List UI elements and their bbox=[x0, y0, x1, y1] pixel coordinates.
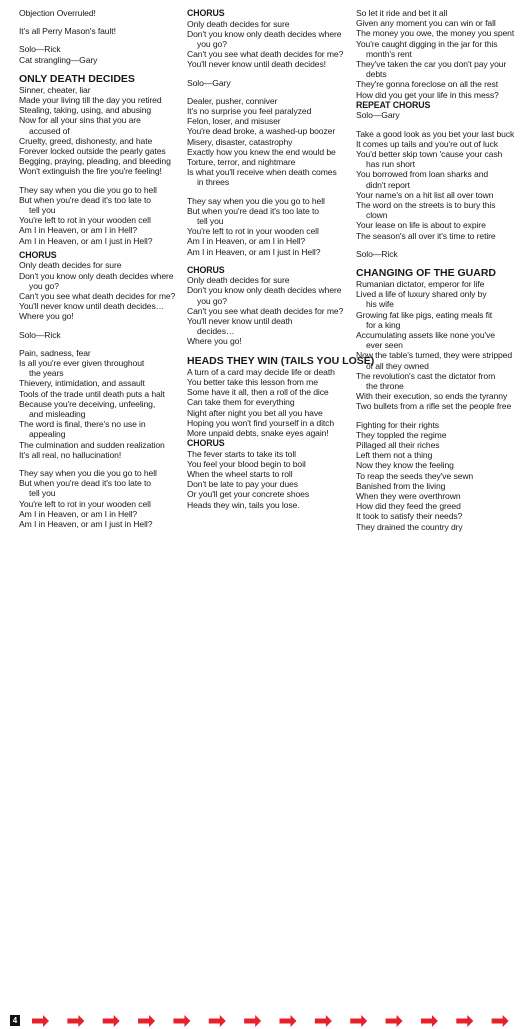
lyric-line: You're left to rot in your wooden cell bbox=[187, 226, 319, 237]
lyric-line: Now for all your sins that you are bbox=[19, 115, 141, 126]
lyric-line: the throne bbox=[366, 381, 404, 391]
lyric-line: The culmination and sudden realization bbox=[19, 439, 165, 450]
lyric-line: Can take them for everything bbox=[187, 397, 295, 408]
lyric-line: Only death decides for sure bbox=[187, 275, 290, 286]
stanza-gap bbox=[187, 257, 347, 265]
stanza-gap bbox=[187, 88, 347, 96]
lyric-line: didn't report bbox=[366, 179, 410, 190]
lyric-line: Cat strangling—Gary bbox=[19, 54, 98, 65]
stanza-gap bbox=[19, 177, 179, 185]
arrow-right-icon bbox=[421, 1015, 438, 1027]
stanza-gap bbox=[19, 460, 179, 468]
arrow-right-icon bbox=[138, 1015, 155, 1027]
lyric-line: You'll never know until death decides! bbox=[187, 59, 326, 70]
lyric-line: and misleading bbox=[29, 409, 86, 419]
lyric-line: A turn of a card may decide life or death bbox=[187, 366, 335, 377]
lyric-line: Don't you know only death decides where bbox=[187, 285, 342, 296]
lyric-line: You're caught digging in the jar for this bbox=[356, 38, 498, 49]
lyric-line: Lived a life of luxury shared only by bbox=[356, 289, 487, 300]
lyric-line: Forever locked outside the pearly gates bbox=[19, 146, 166, 157]
lyric-line: Solo—Rick bbox=[19, 329, 61, 340]
chorus-heading: CHORUS bbox=[187, 438, 225, 449]
lyric-line: They're gonna foreclose on all the rest bbox=[356, 79, 499, 90]
lyric-line: They say when you die you go to hell bbox=[19, 184, 157, 195]
lyric-line: Is all you're ever given throughout bbox=[19, 357, 145, 368]
lyric-line: The season's all over it's time to retire bbox=[356, 230, 496, 241]
lyric-line: Your name's on a hit list all over town bbox=[356, 189, 494, 200]
lyric-line: They say when you die you go to hell bbox=[187, 195, 325, 206]
lyric-line: Begging, praying, pleading, and bleeding bbox=[19, 156, 171, 167]
lyric-line: of all they owned bbox=[366, 360, 429, 371]
lyric-line: Left them not a thing bbox=[356, 450, 433, 461]
lyric-line: Banished from the living bbox=[356, 480, 446, 491]
lyric-line: Where you go! bbox=[19, 311, 74, 322]
lyrics-column-1 bbox=[19, 8, 179, 529]
lyric-line: Two bullets from a rifle set the people free bbox=[356, 401, 512, 412]
lyrics-column-2 bbox=[187, 8, 375, 510]
lyric-line: Solo—Gary bbox=[187, 77, 231, 88]
lyric-line: for a king bbox=[366, 319, 401, 330]
arrow-right-icon bbox=[103, 1015, 120, 1027]
lyric-line: The word on the streets is to bury this bbox=[356, 199, 496, 210]
stanza-gap bbox=[19, 18, 179, 26]
lyric-line: Take a good look as you bet your last buck bbox=[356, 128, 515, 139]
page-footer bbox=[0, 505, 530, 1025]
stanza-gap bbox=[356, 412, 521, 420]
lyric-line: Can't you see what death decides for me? bbox=[187, 49, 344, 60]
lyric-line: in threes bbox=[197, 177, 230, 188]
lyric-line: month's rent bbox=[366, 48, 412, 59]
lyric-line: Is what you'll receive when death comes bbox=[187, 167, 337, 178]
lyric-line: has run short bbox=[366, 159, 415, 170]
lyric-line: tell you bbox=[29, 488, 56, 499]
lyric-line: debts bbox=[366, 69, 387, 80]
lyric-line: tell you bbox=[197, 215, 224, 226]
arrow-right-icon bbox=[386, 1015, 403, 1027]
song-title: CHANGING OF THE GUARD bbox=[356, 266, 496, 279]
lyric-line: It's all Perry Mason's fault! bbox=[19, 26, 116, 37]
lyric-line: It comes up tails and you're out of luck bbox=[356, 138, 498, 149]
lyric-line: you go? bbox=[197, 295, 227, 306]
lyric-line: Only death decides for sure bbox=[19, 260, 122, 271]
lyric-line: Won't extinguish the fire you're feeling! bbox=[19, 166, 162, 177]
arrow-right-icon bbox=[173, 1015, 190, 1027]
chorus-heading: CHORUS bbox=[187, 264, 225, 275]
lyric-line: Am I in Heaven, or am I in Hell? bbox=[187, 236, 306, 247]
song-title: ONLY DEATH DECIDES bbox=[19, 72, 135, 85]
lyric-line: It took to satisfy their needs? bbox=[356, 511, 463, 522]
lyric-line: you go? bbox=[29, 280, 59, 291]
lyric-line: To reap the seeds they've sewn bbox=[356, 470, 474, 481]
lyric-line: The revolution's cast the dictator from bbox=[356, 370, 496, 381]
lyric-line: Night after night you bet all you have bbox=[187, 407, 323, 418]
arrow-right-icon bbox=[315, 1015, 332, 1027]
lyric-line: How did you get your life in this mess? bbox=[356, 89, 499, 100]
lyric-line: decides… bbox=[197, 326, 235, 337]
lyric-line: Fighting for their rights bbox=[356, 419, 439, 430]
lyric-line: You better take this lesson from me bbox=[187, 376, 318, 387]
lyric-line: Pain, sadness, fear bbox=[19, 347, 91, 358]
lyric-line: Torture, terror, and nightmare bbox=[187, 156, 296, 167]
song-title: HEADS THEY WIN (TAILS YOU LOSE) bbox=[187, 354, 375, 367]
lyric-line: Am I in Heaven, or am I just in Hell? bbox=[19, 519, 153, 530]
lyric-line: The fever starts to take its toll bbox=[187, 448, 296, 459]
lyric-line: Heads they win, tails you lose. bbox=[187, 499, 300, 510]
lyric-line: You feel your blood begin to boil bbox=[187, 458, 306, 469]
lyric-line: Exactly how you knew the end would be bbox=[187, 146, 336, 157]
lyric-line: But when you're dead it's too late to bbox=[187, 205, 319, 216]
lyric-line: accused of bbox=[29, 125, 70, 136]
stanza-gap bbox=[356, 121, 521, 129]
lyric-line: But when you're dead it's too late to bbox=[19, 478, 151, 489]
lyric-line: They've taken the car you don't pay your bbox=[356, 59, 507, 70]
lyric-line: Sinner, cheater, liar bbox=[19, 84, 91, 95]
lyric-line: It's all real, no hallucination! bbox=[19, 449, 122, 460]
lyric-line: More unpaid debts, snake eyes again! bbox=[187, 427, 329, 438]
lyric-line: Dealer, pusher, conniver bbox=[187, 95, 278, 106]
lyric-line: appealing bbox=[29, 429, 66, 440]
lyric-line: Solo—Gary bbox=[356, 110, 400, 121]
arrow-right-icon bbox=[350, 1015, 367, 1027]
lyric-line: Accumulating assets like none you've bbox=[356, 329, 495, 340]
stanza-gap bbox=[356, 259, 521, 267]
lyric-line: Misery, disaster, catastrophy bbox=[187, 136, 293, 147]
lyric-line: But when you're dead it's too late to bbox=[19, 194, 151, 205]
stanza-gap bbox=[187, 347, 347, 355]
lyric-line: Am I in Heaven, or am I just in Hell? bbox=[19, 235, 153, 246]
lyric-line: You're dead broke, a washed-up boozer bbox=[187, 126, 336, 137]
arrow-right-icon bbox=[209, 1015, 226, 1027]
lyric-line: So let it ride and bet it all bbox=[356, 8, 448, 18]
stanza-gap bbox=[19, 340, 179, 348]
stanza-gap bbox=[187, 188, 347, 196]
lyric-line: You'll never know until death decides… bbox=[19, 301, 165, 312]
arrow-right-icon bbox=[456, 1015, 473, 1027]
lyric-line: Am I in Heaven, or am I in Hell? bbox=[19, 225, 138, 236]
lyric-line: Am I in Heaven, or am I just in Hell? bbox=[187, 246, 321, 257]
chorus-heading: REPEAT CHORUS bbox=[356, 99, 431, 110]
lyric-line: clown bbox=[366, 210, 388, 221]
chorus-heading: CHORUS bbox=[19, 249, 57, 260]
stanza-gap bbox=[19, 322, 179, 330]
lyric-line: You'll never know until death bbox=[187, 316, 293, 327]
lyric-line: They say when you die you go to hell bbox=[19, 468, 157, 479]
lyric-line: Rumanian dictator, emperor for life bbox=[356, 278, 485, 289]
lyric-line: Am I in Heaven, or am I in Hell? bbox=[19, 508, 138, 519]
lyric-line: When the wheel starts to roll bbox=[187, 469, 293, 480]
lyric-line: Thievery, intimidation, and assault bbox=[19, 378, 145, 389]
lyric-line: You're left to rot in your wooden cell bbox=[19, 215, 151, 226]
lyric-line: The word is final, there's no use in bbox=[19, 419, 146, 430]
lyric-line: tell you bbox=[29, 205, 56, 216]
lyric-line: Can't you see what death decides for me? bbox=[19, 290, 176, 301]
lyric-line: Solo—Rick bbox=[19, 44, 61, 55]
lyric-line: Solo—Rick bbox=[356, 248, 398, 259]
lyric-line: Now the table's turned, they were stripped bbox=[356, 350, 513, 361]
lyric-line: Now they know the feeling bbox=[356, 460, 454, 471]
stanza-gap bbox=[19, 65, 179, 73]
lyric-line: his wife bbox=[366, 299, 394, 310]
lyric-line: Don't you know only death decides where bbox=[19, 270, 174, 281]
lyric-line: They toppled the regime bbox=[356, 429, 447, 440]
lyric-line: Can't you see what death decides for me? bbox=[187, 305, 344, 316]
lyric-line: ever seen bbox=[366, 340, 403, 351]
stanza-gap bbox=[187, 70, 347, 78]
lyric-line: Felon, loser, and misuser bbox=[187, 116, 281, 127]
lyric-line: you go? bbox=[197, 38, 227, 49]
lyric-line: Only death decides for sure bbox=[187, 18, 290, 29]
lyric-line: Cruelty, greed, dishonesty, and hate bbox=[19, 135, 153, 146]
lyric-line: It's no surprise you feel paralyzed bbox=[187, 105, 312, 116]
lyric-line: With their execution, so ends the tyranny bbox=[356, 391, 508, 402]
lyric-line: Hoping you won't find yourself in a ditch bbox=[187, 417, 335, 428]
lyric-line: Made your living till the day you retired bbox=[19, 95, 162, 106]
lyric-line: The money you owe, the money you spent bbox=[356, 28, 515, 39]
lyric-line: Because you're deceiving, unfeeling, bbox=[19, 398, 156, 409]
stanza-gap bbox=[19, 36, 179, 44]
lyric-line: Stealing, taking, using, and abusing bbox=[19, 105, 152, 116]
chorus-heading: CHORUS bbox=[187, 8, 225, 18]
lyrics-column-3 bbox=[356, 8, 521, 532]
lyric-line: You're left to rot in your wooden cell bbox=[19, 498, 151, 509]
stanza-gap bbox=[356, 241, 521, 249]
lyric-line: You'd better skip town 'cause your cash bbox=[356, 148, 503, 159]
arrow-right-icon bbox=[280, 1015, 297, 1027]
arrow-right-icon bbox=[67, 1015, 84, 1027]
lyric-line: When they were overthrown bbox=[356, 491, 461, 502]
arrow-row bbox=[28, 1013, 523, 1029]
lyric-line: How did they feed the greed bbox=[356, 501, 461, 512]
lyric-line: Don't be late to pay your dues bbox=[187, 479, 298, 490]
lyric-line: Don't you know only death decides where bbox=[187, 28, 342, 39]
lyric-line: Objection Overruled! bbox=[19, 8, 96, 18]
lyric-line: Growing fat like pigs, eating meals fit bbox=[356, 309, 493, 320]
lyric-line: Pillaged all their riches bbox=[356, 440, 440, 451]
lyric-line: the years bbox=[29, 368, 64, 379]
arrow-right-icon bbox=[244, 1015, 261, 1027]
lyric-line: Your lease on life is about to expire bbox=[356, 220, 486, 231]
lyric-line: Or you'll get your concrete shoes bbox=[187, 489, 310, 500]
lyric-line: Given any moment you can win or fall bbox=[356, 18, 496, 29]
lyric-line: Where you go! bbox=[187, 336, 242, 347]
lyric-line: You borrowed from loan sharks and bbox=[356, 169, 489, 180]
lyric-line: Tools of the trade until death puts a halt bbox=[19, 388, 165, 399]
arrow-right-icon bbox=[32, 1015, 49, 1027]
page-number: 4 bbox=[10, 1015, 20, 1026]
arrow-right-icon bbox=[492, 1015, 509, 1027]
lyric-line: Some have it all, then a roll of the dice bbox=[187, 387, 329, 398]
lyric-line: They drained the country dry bbox=[356, 521, 463, 532]
